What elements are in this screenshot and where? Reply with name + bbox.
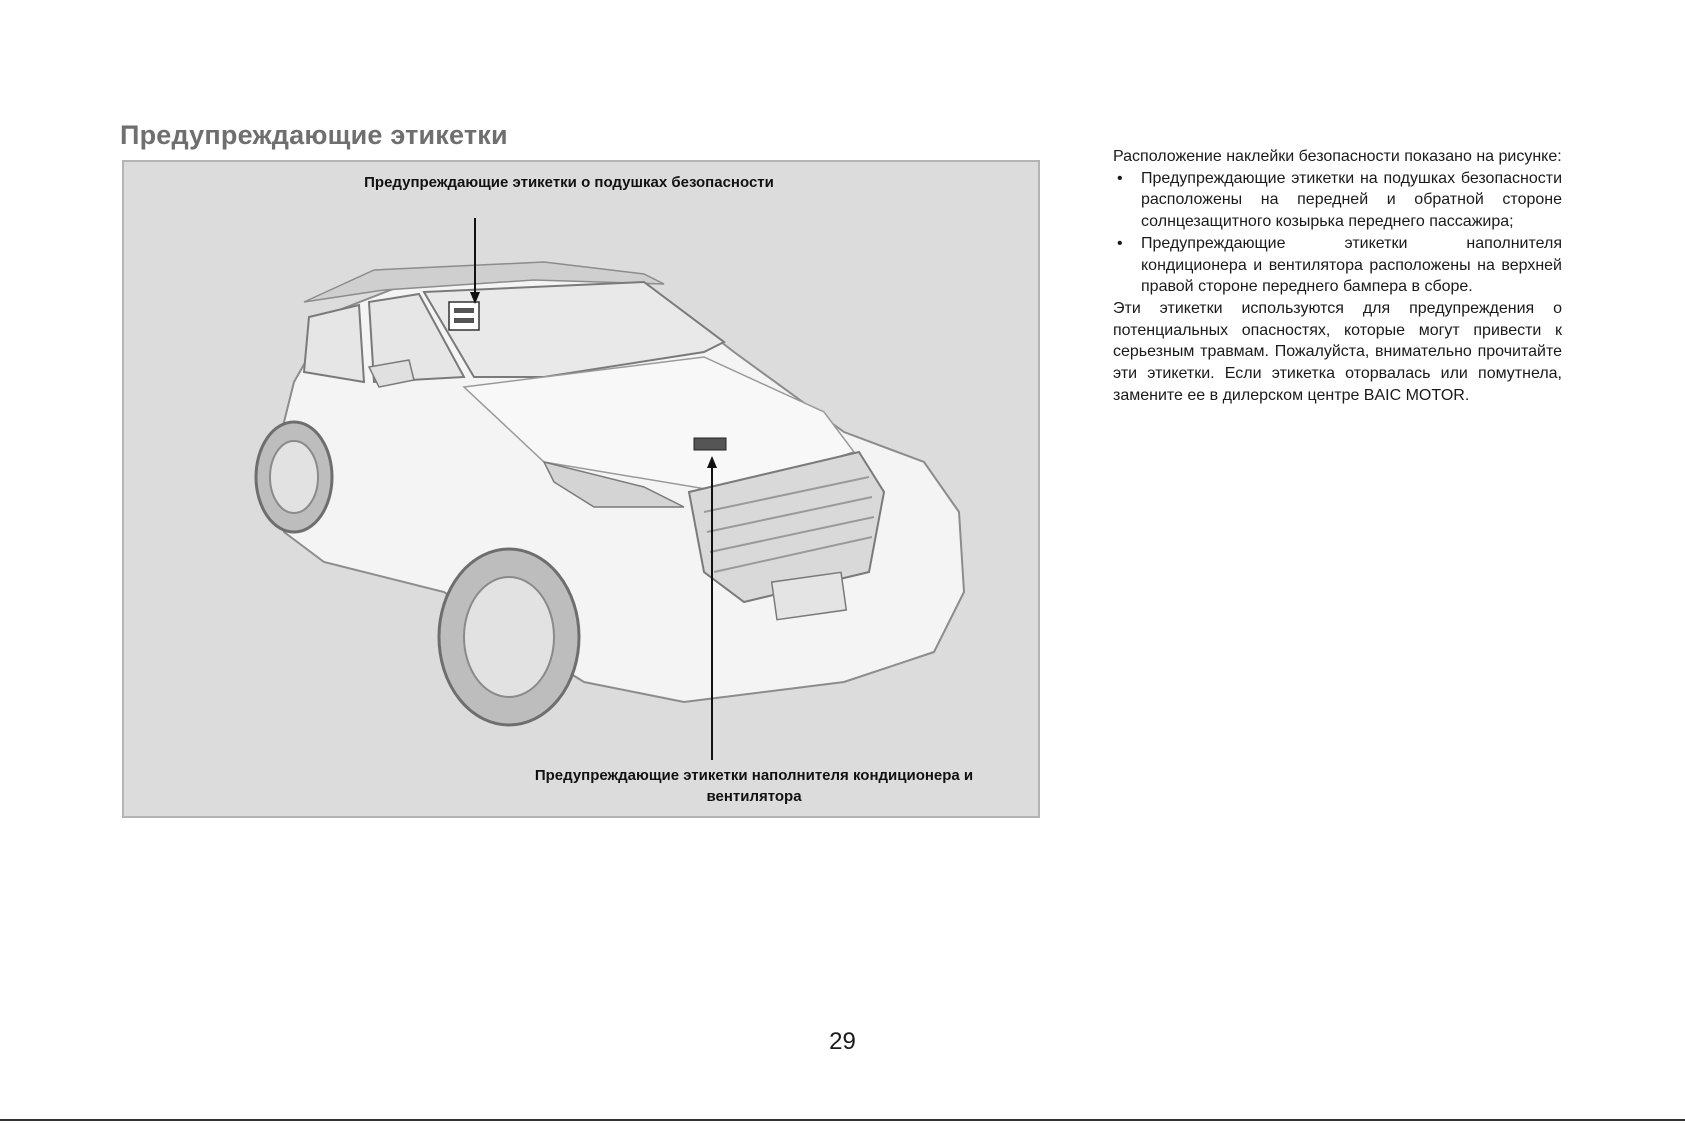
- suv-drawing: [124, 162, 1038, 816]
- callout-airbag-labels: Предупреждающие этикетки о подушках безопасности: [364, 174, 774, 191]
- ac-label-marker: [694, 438, 726, 450]
- body-text: [1113, 146, 1562, 406]
- closing-paragraph: Эти этикетки используются для предупреждения о потенциальных опасностях, которые могут привести к серьезным травмам. Пожалуйста, внимательно прочитайте эти этикетки. Если этикетка оторвалась или помутнела, замените ее в дилерском центре BAIC MOTOR.: [1113, 299, 1562, 404]
- callout-ac-labels: Предупреждающие этикетки наполнителя кондиционера и вентилятора: [534, 767, 974, 805]
- page-title: Предупреждающие этикетки: [120, 120, 508, 150]
- intro-paragraph: Расположение наклейки безопасности показано на рисунке:: [1113, 148, 1562, 165]
- side-window-rear: [304, 305, 364, 382]
- vehicle-illustration: [122, 160, 1040, 818]
- label-location-list: [1113, 168, 1562, 298]
- bottom-rule: [0, 1119, 1685, 1121]
- page-number: 29: [829, 1028, 856, 1055]
- airbag-label-marker: [449, 302, 479, 330]
- list-item: • Предупреждающие этикетки на подушках безопасности расположены на передней и обратной стороне солнцезащитного козырька переднего пассажира;: [1113, 168, 1562, 233]
- list-item: • Предупреждающие этикетки наполнителя кондиционера и вентилятора расположены на верхней правой стороне переднего бампера в сборе.: [1113, 233, 1562, 298]
